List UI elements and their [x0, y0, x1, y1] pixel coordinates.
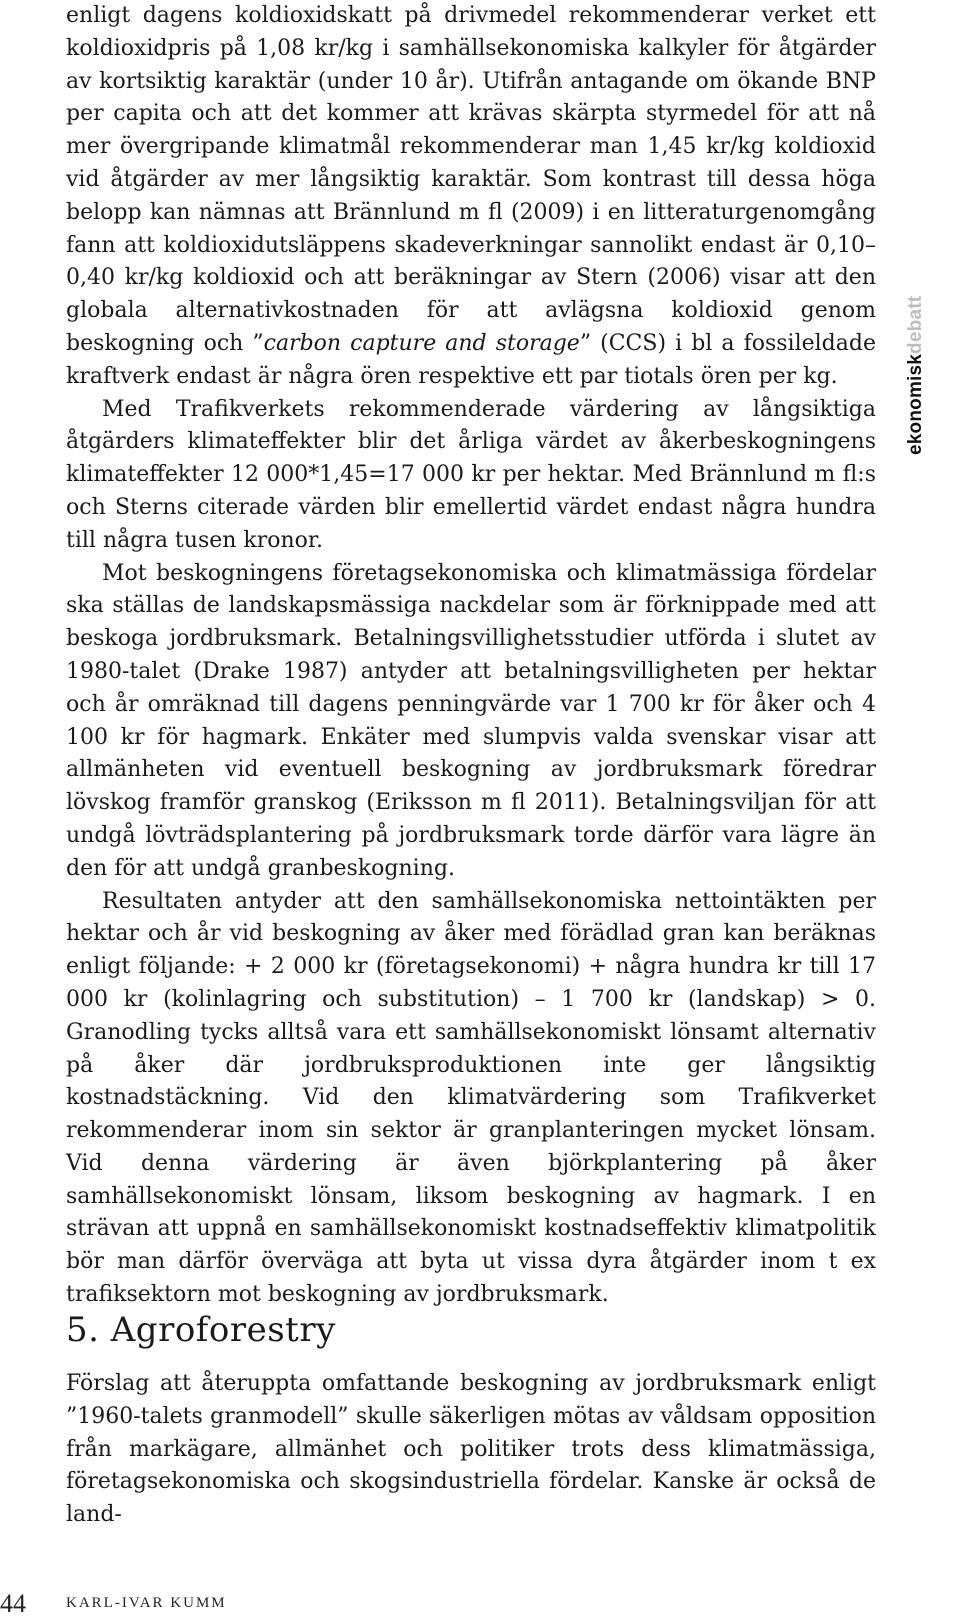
paragraph-2: Med Trafikverkets rekommenderade värdering av långsiktiga åtgärders klimateffekter blir det årliga värdet av åkerbeskogningens klimateffekter 12 000*1,45=17 000 kr per hektar. Med Brännlund m fl:s och Sterns citerade värden blir emellertid värdet endast några hundra till några tusen kronor. [66, 396, 876, 553]
body-text [66, 0, 876, 1312]
page-number: 44 [0, 1589, 26, 1618]
paragraph-1 [66, 0, 876, 394]
section-heading: 5. Agroforestry [66, 1310, 336, 1350]
section-paragraph: Förslag att återuppta omfattande beskogning av jordbruksmark enligt ”1960-talets granmodell” skulle säkerligen mötas av våldsam opposition från markägare, allmänhet och politiker trots dess klimatmässiga, företagsekonomiska och skogsindustriella fördelar. Kanske är också de land- [66, 1371, 876, 1528]
side-label-part-b: debatt [905, 295, 926, 354]
journal-side-label [905, 296, 927, 455]
paragraph-1-text: enligt dagens koldioxidskatt på drivmedel rekommenderar verket ett koldioxidpris på 1,08 kr/kg i samhällsekonomiska kalkyler för åtgärder av kortsiktig karaktär (under 10 år). Utifrån antagande om ökande BNP per capita och att det kommer att krävas skärpta styrmedel för att nå mer övergripande klimatmål rekommenderar man 1,45 kr/kg koldioxid vid åtgärder av mer långsiktig karaktär. Som kontrast till dessa höga belopp kan nämnas att Brännlund m fl (2009) i en litteraturgenomgång fann att koldioxidutsläppens skadeverkningar sannolikt endast är 0,10–0,40 kr/kg koldioxid och att beräkningar av Stern (2006) visar att den globala alternativkostnaden för att avlägsna koldioxid genom beskogning och ” [66, 3, 876, 356]
page-footer [0, 1585, 960, 1624]
paragraph-1-italic-term: carbon capture and storage [263, 330, 580, 356]
paragraph-4: Resultaten antyder att den samhällsekonomiska nettointäkten per hektar och år vid beskogning av åker med förädlad gran kan beräknas enligt följande: + 2 000 kr (företagsekonomi) + några hundra kr till 17 000 kr (kolinlagring och substitution) – 1 700 kr (landskap) > 0. Granodling tycks alltså vara ett samhällsekonomiskt lönsamt alternativ på åker där jordbruksproduktionen inte ger långsiktig kostnadstäckning. Vid den klimatvärdering som Trafikverket rekommenderar inom sin sektor är granplanteringen mycket lönsam. Vid denna värdering är även björkplantering på åker samhällsekonomiskt lönsam, liksom beskogning av hagmark. I en strävan att uppnå en samhällsekonomiskt kostnadseffektiv klimatpolitik bör man därför överväga att byta ut vissa dyra åtgärder inom t ex trafiksektorn mot beskogning av jordbruksmark. [66, 888, 876, 1308]
side-label-part-a: ekonomisk [905, 353, 926, 455]
paragraph-1-end: ” (CCS) i bl a fossileldade kraftverk endast är några ören respektive ett par tiotals ören per kg. [66, 330, 876, 389]
paragraph-3: Mot beskogningens företagsekonomiska och klimatmässiga fördelar ska ställas de landskapsmässiga nackdelar som är förknippade med att beskoga jordbruksmark. Betalningsvillighetsstudier utförda i slutet av 1980-talet (Drake 1987) antyder att betalningsvilligheten per hektar och år omräknad till dagens penningvärde var 1 700 kr för åker och 4 100 kr för hagmark. Enkäter med slumpvis valda svenskar visar att allmänheten vid eventuell beskogning av jordbruksmark föredrar lövskog framför granskog (Eriksson m fl 2011). Betalningsviljan för att undgå lövträdsplantering på jordbruksmark torde därför vara lägre än den för att undgå granbeskogning. [66, 560, 876, 881]
running-author: KARL-IVAR KUMM [66, 1595, 227, 1611]
section-body [66, 1368, 876, 1532]
